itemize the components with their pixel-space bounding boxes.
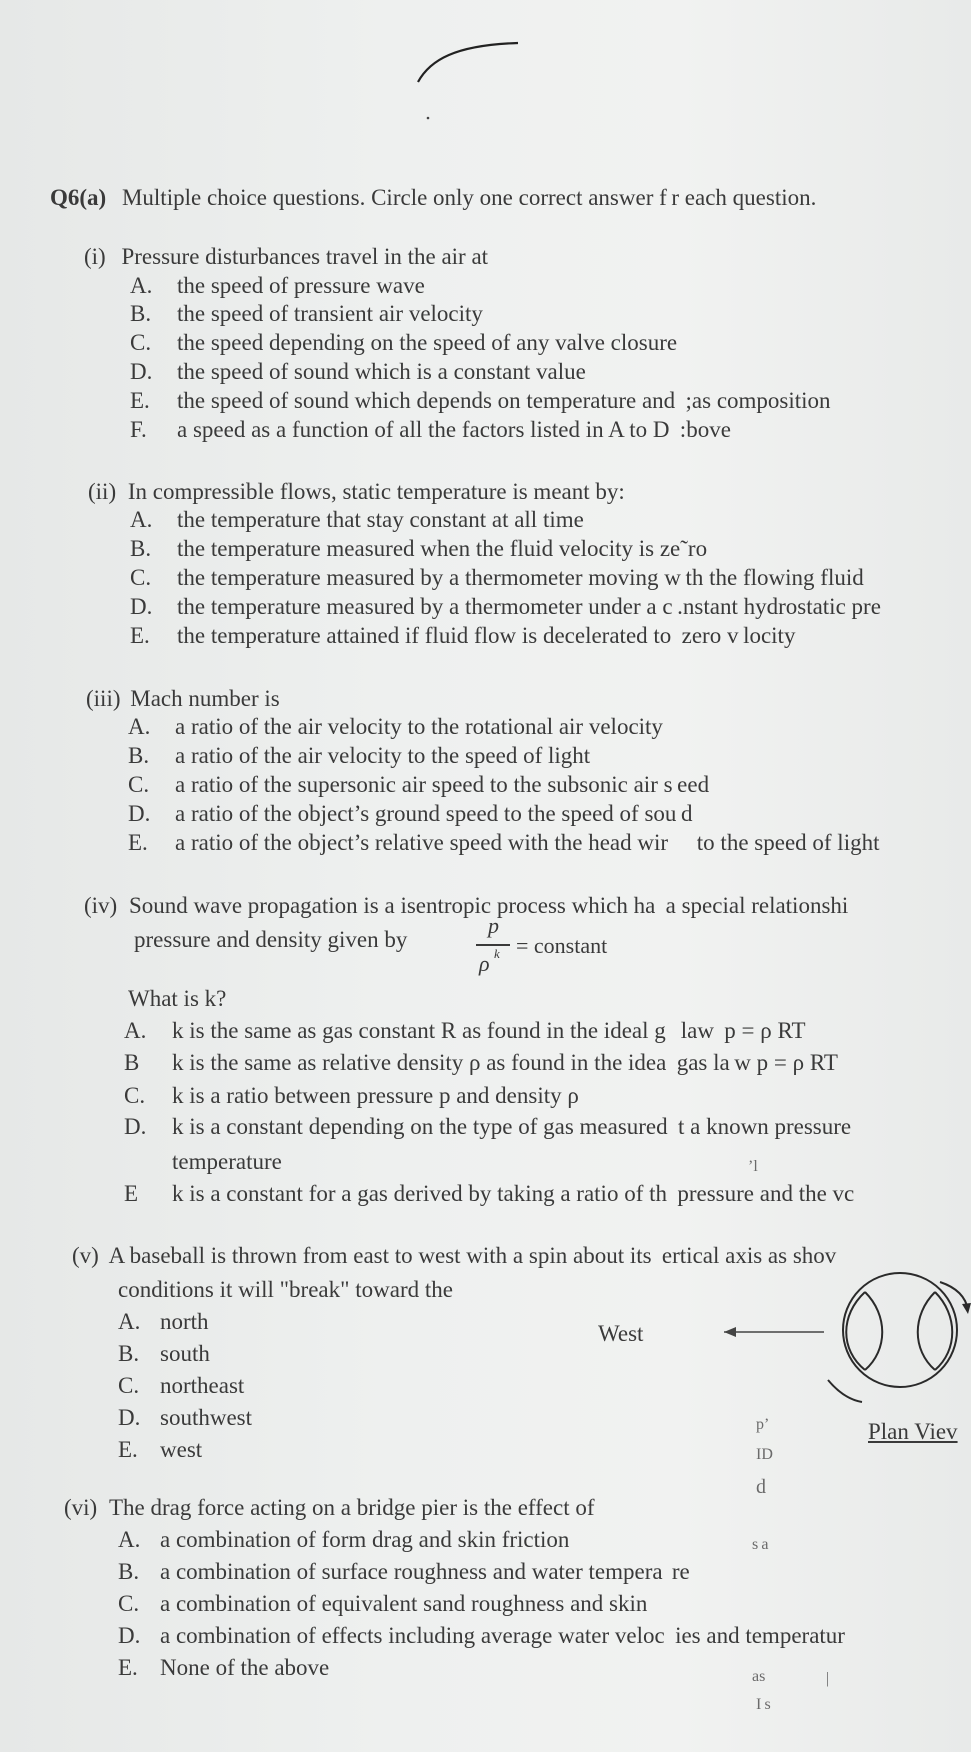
q1-option-d[interactable] [130, 358, 586, 386]
q4-option-d[interactable] [124, 1113, 852, 1141]
q1-option-c[interactable] [130, 329, 678, 357]
option-letter: E. [128, 830, 148, 855]
q2-text: In compressible flows, static temperature is meant by: [127, 479, 625, 504]
option-text: the temperature that stay constant at all time [177, 507, 584, 532]
arrow-head-icon [724, 1327, 736, 1337]
option-letter: B. [130, 536, 152, 561]
q6-option-b[interactable] [118, 1558, 690, 1586]
option-text: temperature [172, 1149, 282, 1174]
q5-stem-line2: conditions it will "break" toward the [118, 1277, 453, 1302]
option-letter: C. [130, 330, 152, 355]
q6-number: (vi) [64, 1495, 98, 1520]
bleed-mark: as [752, 1668, 766, 1685]
q4-option-c[interactable] [124, 1082, 579, 1110]
option-text: southwest [160, 1405, 252, 1430]
option-text: a speed as a function of all the factors listed in A to D :bove [177, 417, 731, 442]
q4-stem-line2: pressure and density given by [134, 927, 408, 952]
option-letter: B. [118, 1559, 140, 1584]
q2-option-e[interactable] [130, 622, 796, 650]
option-letter: A. [118, 1527, 141, 1552]
q1-number: (i) [84, 244, 106, 269]
q5-option-c[interactable] [118, 1372, 245, 1400]
option-letter: D. [124, 1114, 147, 1139]
q6-stem [64, 1494, 595, 1522]
equation-denominator: ρ [479, 951, 490, 976]
pen-stroke [0, 0, 971, 140]
option-letter: E. [130, 623, 150, 648]
option-text: k is a constant depending on the type of gas measured t a known pressure [172, 1114, 852, 1139]
option-letter: E [124, 1181, 139, 1206]
option-letter: E. [130, 388, 150, 413]
option-text: the speed depending on the speed of any valve closure [177, 330, 678, 355]
question-label: Q6(a) [50, 185, 107, 210]
option-text: k is a ratio between pressure p and density ρ [172, 1083, 579, 1108]
option-text: west [160, 1437, 203, 1462]
q4-number: (iv) [84, 893, 118, 918]
q5-option-e[interactable] [118, 1436, 203, 1464]
q3-option-d[interactable] [128, 800, 693, 828]
equation-rhs: = constant [516, 933, 608, 958]
q4-option-b[interactable] [124, 1049, 838, 1077]
option-letter: C. [118, 1373, 140, 1398]
bleed-mark: s a [752, 1536, 769, 1553]
equation-exponent: k [494, 946, 500, 961]
plan-view-label: Plan Viev [868, 1419, 958, 1444]
option-letter: D. [130, 594, 153, 619]
baseball-icon [843, 1273, 957, 1387]
bleed-mark: ID [756, 1446, 773, 1463]
option-text: south [160, 1341, 210, 1366]
q5-number: (v) [72, 1243, 99, 1268]
q3-text: Mach number is [130, 686, 280, 711]
option-letter: C. [128, 772, 150, 797]
option-letter: F. [130, 417, 147, 442]
q1-option-e[interactable] [130, 387, 831, 415]
option-text: the speed of sound which depends on temperature and ;as composition [177, 388, 831, 413]
q5-option-b[interactable] [118, 1340, 210, 1368]
option-text: a ratio of the air velocity to the speed of light [175, 743, 591, 768]
option-text: north [160, 1309, 209, 1334]
q6-option-e[interactable] [118, 1654, 330, 1682]
q2-option-c[interactable] [130, 564, 864, 592]
option-letter: A. [124, 1018, 147, 1043]
question-header [50, 184, 816, 212]
option-text: a ratio of the object’s ground speed to the speed of sou d [175, 801, 693, 826]
option-letter: A. [130, 507, 153, 532]
option-text: the speed of transient air velocity [177, 301, 483, 326]
q1-text: Pressure disturbances travel in the air at [121, 244, 489, 269]
q3-option-c[interactable] [128, 771, 710, 799]
q2-option-a[interactable] [130, 506, 584, 534]
q6-option-d[interactable] [118, 1622, 845, 1650]
q4-option-a[interactable] [124, 1017, 806, 1045]
bleed-mark: I s [756, 1696, 771, 1713]
q6-option-a[interactable] [118, 1526, 570, 1554]
q6-option-c[interactable] [118, 1590, 648, 1618]
option-text: k is a constant for a gas derived by taking a ratio of th pressure and the vc [172, 1181, 855, 1206]
q4-stem-line1 [84, 892, 848, 920]
bleed-mark: | [826, 1670, 830, 1687]
q5-option-a[interactable] [118, 1308, 209, 1336]
q5-option-d[interactable] [118, 1404, 252, 1432]
option-letter: B [124, 1050, 140, 1075]
option-text: the temperature measured when the fluid velocity is ze˜ro [177, 536, 708, 561]
fraction-bar [476, 944, 510, 946]
option-letter: E. [118, 1437, 138, 1462]
q5-stem-line1 [72, 1242, 836, 1270]
equation-numerator: p [488, 913, 499, 938]
option-letter: C. [118, 1591, 140, 1616]
option-text: a ratio of the air velocity to the rotational air velocity [175, 714, 663, 739]
option-text: a ratio of the object’s relative speed with the head wir to the speed of light [175, 830, 880, 855]
q3-stem [86, 685, 280, 713]
instruction-text: Multiple choice questions. Circle only one correct answer f r each question. [121, 185, 817, 210]
q3-number: (iii) [86, 686, 121, 711]
option-letter: C. [124, 1083, 146, 1108]
option-letter: B. [118, 1341, 140, 1366]
option-text: a combination of form drag and skin friction [160, 1527, 570, 1552]
q3-option-b[interactable] [128, 742, 591, 770]
q1-option-a[interactable] [130, 272, 425, 300]
option-letter: A. [130, 273, 153, 298]
option-text: k is the same as relative density ρ as found in the idea gas la w p = ρ RT [172, 1050, 838, 1075]
q3-option-e[interactable] [128, 829, 880, 857]
bleed-mark: d [756, 1476, 766, 1498]
bleed-mark: ’l [748, 1158, 758, 1175]
option-letter: D. [118, 1405, 141, 1430]
option-text: the temperature measured by a thermometer moving w th the flowing fluid [177, 565, 864, 590]
option-letter: B. [128, 743, 150, 768]
q1-stem [84, 243, 488, 271]
q1-option-f[interactable] [130, 416, 731, 444]
option-text: the temperature attained if fluid flow is decelerated to zero v locity [177, 623, 796, 648]
option-text: the speed of pressure wave [177, 273, 425, 298]
q4-subquestion: What is k? [128, 986, 227, 1011]
option-text: a combination of surface roughness and water tempera re [160, 1559, 690, 1584]
option-text: the temperature measured by a thermometer under a c .nstant hydrostatic pre [177, 594, 881, 619]
west-label: West [598, 1321, 644, 1346]
option-letter: D. [118, 1623, 141, 1648]
q2-option-d[interactable] [130, 593, 881, 621]
option-letter: B. [130, 301, 152, 326]
option-text: a ratio of the supersonic air speed to the subsonic air s eed [175, 772, 710, 797]
option-text: northeast [160, 1373, 245, 1398]
option-letter: A. [128, 714, 151, 739]
option-text: a combination of equivalent sand roughness and skin [160, 1591, 648, 1616]
option-letter: D. [130, 359, 153, 384]
option-letter: C. [130, 565, 152, 590]
option-text: a combination of effects including average water veloc ies and temperatur [160, 1623, 845, 1648]
option-text: k is the same as gas constant R as found in the ideal g law p = ρ RT [172, 1018, 806, 1043]
baseball-diagram [700, 1270, 971, 1410]
q4-text-1: Sound wave propagation is a isentropic process which ha a special relationshi [128, 893, 849, 918]
q2-option-b[interactable] [130, 535, 708, 563]
q1-option-b[interactable] [130, 300, 483, 328]
q3-option-a[interactable] [128, 713, 663, 741]
q5-text-1: A baseball is thrown from east to west with a spin about its ertical axis as shov [108, 1243, 837, 1268]
q2-stem [88, 478, 625, 506]
option-text: None of the above [160, 1655, 330, 1680]
option-letter: D. [128, 801, 151, 826]
q6-text: The drag force acting on a bridge pier is the effect of [108, 1495, 595, 1520]
bleed-mark: p’ [756, 1416, 770, 1433]
option-letter: E. [118, 1655, 138, 1680]
q4-option-e[interactable] [124, 1180, 855, 1208]
option-letter: A. [118, 1309, 141, 1334]
q2-number: (ii) [88, 479, 117, 504]
option-text: the speed of sound which is a constant value [177, 359, 586, 384]
